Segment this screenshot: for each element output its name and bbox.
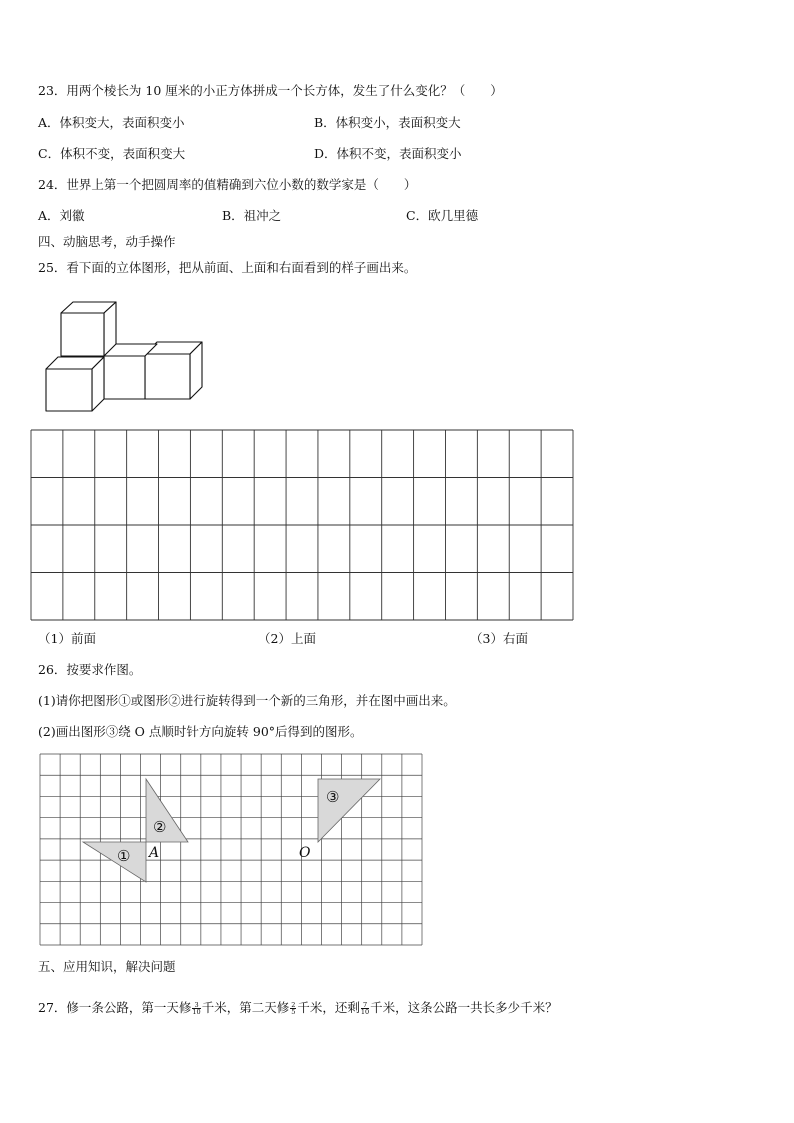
shape-label-2: ② [153, 818, 167, 836]
cube-front-face [104, 356, 145, 399]
q23-stem: 23．用两个棱长为 10 厘米的小正方体拼成一个长方体，发生了什么变化？（ ） [38, 83, 503, 98]
fraction-remaining [361, 1002, 369, 1015]
q27-text-2: 千米，第二天修 [201, 1000, 290, 1015]
fraction-numerator: 7 [361, 1002, 369, 1009]
q26-stem: 26．按要求作图。 [38, 662, 142, 677]
point-o-label: O [299, 845, 311, 861]
q24-option-b: B．祖冲之 [222, 208, 282, 223]
section-5-heading: 五、应用知识，解决问题 [38, 959, 176, 974]
fraction-denominator: 5 [291, 1008, 296, 1016]
q27-text-4: 千米，这条公路一共长多少千米？ [370, 1000, 558, 1015]
q25-label-front: （1）前面 [38, 631, 96, 646]
fraction-first-day [192, 1002, 200, 1015]
q25-label-top: （2）上面 [258, 631, 316, 646]
q25-stem: 25．看下面的立体图形，把从前面、上面和右面看到的样子画出来。 [38, 260, 417, 275]
q23-option-d: D．体积不变，表面积变小 [314, 146, 462, 161]
q24-option-a: A．刘徽 [38, 208, 85, 223]
cube-front-face [61, 313, 104, 356]
fraction-numerator: 3 [192, 1002, 200, 1009]
fraction-numerator: 2 [291, 1001, 296, 1009]
answer-grid-q25 [31, 430, 573, 620]
q26-part-1: (1)请你把图形①或图形②进行旋转得到一个新的三角形，并在图中画出来。 [38, 693, 456, 708]
triangle-1 [83, 842, 146, 882]
q27-text-1: 27．修一条公路，第一天修 [38, 1000, 192, 1015]
fraction-denominator: 10 [192, 1008, 201, 1016]
point-a-label: A [149, 845, 160, 861]
cube-front-face [145, 354, 190, 399]
q23-option-c: C．体积不变，表面积变大 [38, 146, 186, 161]
q23-option-b: B．体积变小，表面积变大 [314, 115, 461, 130]
fraction-second-day [290, 1002, 296, 1015]
q23-option-a: A．体积变大，表面积变小 [38, 115, 185, 130]
cube-front-face [46, 369, 92, 411]
q24-stem: 24．世界上第一个把圆周率的值精确到六位小数的数学家是（ ） [38, 177, 417, 192]
shape-label-1: ① [117, 847, 131, 865]
cube-figure [46, 302, 202, 411]
q25-label-right: （3）右面 [470, 631, 528, 646]
section-4-heading: 四、动脑思考，动手操作 [38, 234, 176, 249]
shape-label-3: ③ [326, 788, 340, 806]
q27-stem [38, 1000, 558, 1016]
fraction-denominator: 10 [360, 1008, 370, 1016]
q26-part-2: (2)画出图形③绕 O 点顺时针方向旋转 90°后得到的图形。 [38, 724, 363, 739]
q27-text-3: 千米，还剩 [297, 1000, 360, 1015]
q24-option-c: C．欧几里德 [406, 208, 479, 223]
